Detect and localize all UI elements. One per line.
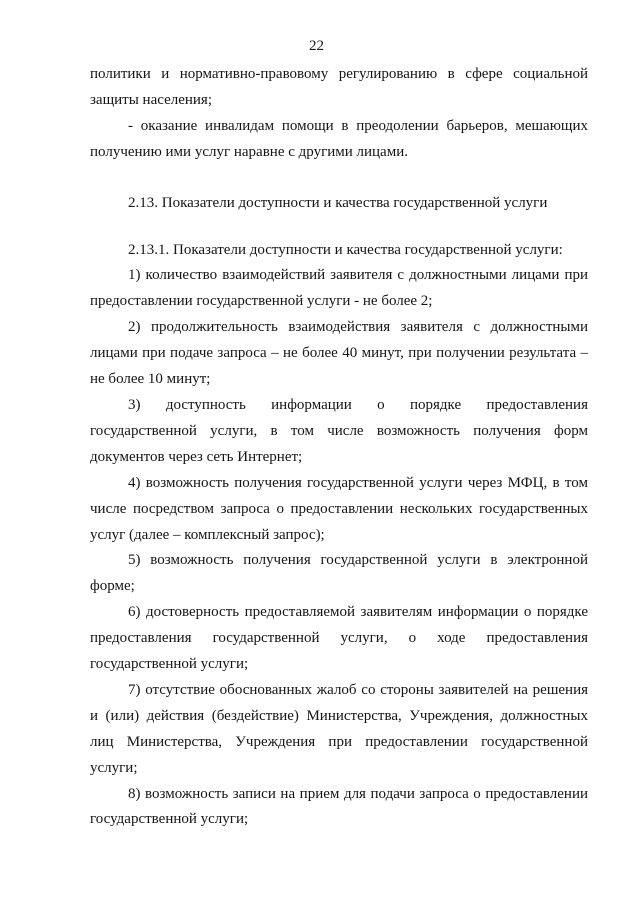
section-heading: 2.13. Показатели доступности и качества государственной услуги <box>128 194 548 211</box>
list-item-8: 8) возможность записи на прием для подачи запроса о предоставлении государственной услуги; <box>90 785 588 828</box>
paragraph-continuation: политики и нормативно-правовому регулированию в сфере социальной защиты населения; <box>90 66 588 108</box>
subsection-intro: 2.13.1. Показатели доступности и качества государственной услуги: <box>128 241 563 258</box>
list-item-3: 3) доступность информации о порядке предоставления государственной услуги, в том числе возможность получения форм документов через сеть Интернет; <box>90 396 588 465</box>
paragraph-disability-assistance: - оказание инвалидам помощи в преодолении барьеров, мешающих получению ими услуг наравне с другими лицами. <box>90 117 588 160</box>
document-body <box>90 62 588 833</box>
list-item-6: 6) достоверность предоставляемой заявителям информации о порядке предоставления государственной услуги, о ходе предоставления государственной услуги; <box>90 604 588 673</box>
list-item-1: 1) количество взаимодействий заявителя с должностными лицами при предоставлении государственной услуги - не более 2; <box>90 267 588 310</box>
list-item-4: 4) возможность получения государственной услуги через МФЦ, в том числе посредством запроса о предоставлении нескольких государственных услуг (далее – комплексный запрос); <box>90 474 588 543</box>
list-item-7: 7) отсутствие обоснованных жалоб со стороны заявителей на решения и (или) действия (бездействие) Министерства, Учреждения, должностных лиц Министерства, Учреждения при предоставлении государственной услуги; <box>90 681 588 776</box>
list-item-2: 2) продолжительность взаимодействия заявителя с должностными лицами при подаче запроса – не более 40 минут, при получении результата – не более 10 минут; <box>90 319 588 388</box>
list-item-5: 5) возможность получения государственной услуги в электронной форме; <box>90 552 588 595</box>
page-number: 22 <box>309 38 324 54</box>
